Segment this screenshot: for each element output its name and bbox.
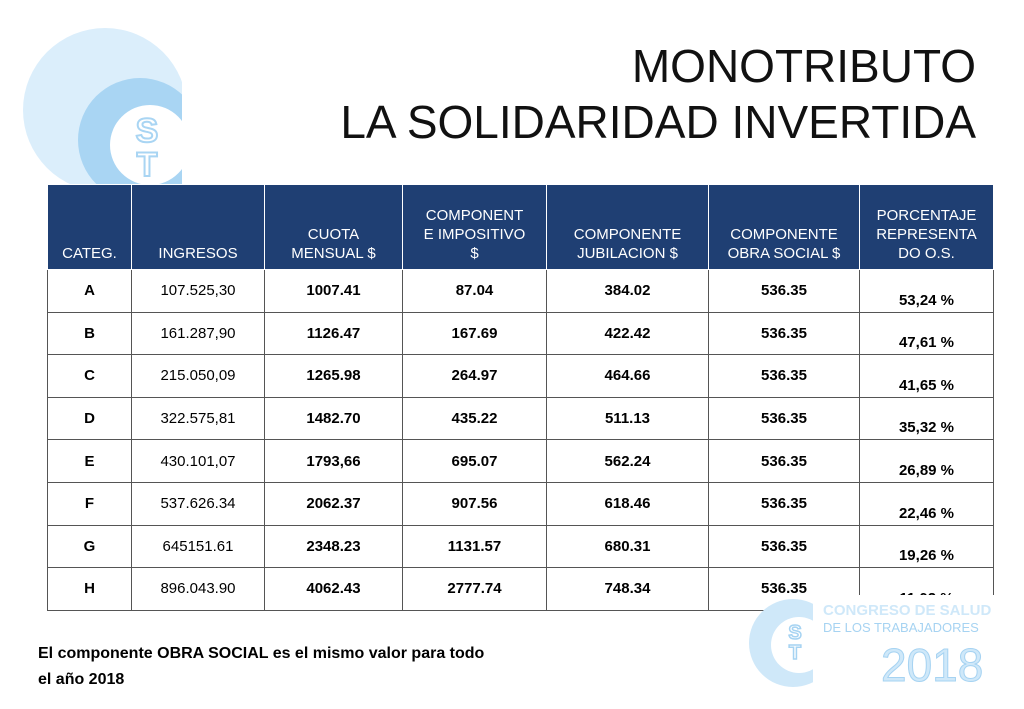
cell-categ: A [48,270,132,313]
cell-jubilacion: 680.31 [547,525,709,568]
logo-small-letter-t: T [788,642,802,664]
table-row [48,312,994,355]
cell-porcentaje: 19,26 % [860,525,994,568]
cell-jubilacion: 511.13 [547,397,709,440]
cell-impositivo: 435.22 [403,397,547,440]
cell-cuota: 2062.37 [265,482,403,525]
table-row [48,482,994,525]
cell-porcentaje: 53,24 % [860,270,994,313]
cell-obra-social: 536.35 [709,270,860,313]
title-line-2: LA SOLIDARIDAD INVERTIDA [340,96,976,148]
cell-impositivo: 695.07 [403,440,547,483]
footnote-line-1: El componente OBRA SOCIAL es el mismo valor para todo [38,645,485,662]
cell-obra-social: 536.35 [709,440,860,483]
congress-year: 2018 [881,639,984,690]
title-line-1: MONOTRIBUTO [631,40,976,92]
header-obra-social: COMPONENTE OBRA SOCIAL $ [709,185,860,270]
cell-ingresos: 161.287,90 [132,312,265,355]
cell-categ: E [48,440,132,483]
logo-congress [745,595,1010,690]
header-categ: CATEG. [48,185,132,270]
header-cuota: CUOTA MENSUAL $ [265,185,403,270]
logo-letter-s: S [135,112,159,150]
cell-obra-social: 536.35 [709,568,860,611]
cell-categ: B [48,312,132,355]
header-impositivo: COMPONENT E IMPOSITIVO $ [403,185,547,270]
cell-ingresos: 107.525,30 [132,270,265,313]
cell-categ: C [48,355,132,398]
cell-ingresos: 430.101,07 [132,440,265,483]
page-title [340,38,976,150]
cell-porcentaje: 41,65 % [860,355,994,398]
cell-categ: F [48,482,132,525]
cell-obra-social: 536.35 [709,312,860,355]
table-row [48,397,994,440]
cell-ingresos: 322.575,81 [132,397,265,440]
table-header-row [48,185,994,270]
congress-line-2: DE LOS TRABAJADORES [823,620,979,635]
table-row [48,525,994,568]
cell-porcentaje: 47,61 % [860,312,994,355]
cell-categ: H [48,568,132,611]
cell-cuota: 1793,66 [265,440,403,483]
cell-porcentaje: 26,89 % [860,440,994,483]
cell-obra-social: 536.35 [709,355,860,398]
cell-impositivo: 907.56 [403,482,547,525]
cell-ingresos: 896.043.90 [132,568,265,611]
cell-obra-social: 536.35 [709,397,860,440]
cell-impositivo: 87.04 [403,270,547,313]
cell-porcentaje: 22,46 % [860,482,994,525]
cell-categ: D [48,397,132,440]
header-ingresos: INGRESOS [132,185,265,270]
cell-ingresos: 645151.61 [132,525,265,568]
header-jubilacion: COMPONENTE JUBILACION $ [547,185,709,270]
table-row [48,440,994,483]
cell-cuota: 1126.47 [265,312,403,355]
cell-obra-social: 536.35 [709,525,860,568]
cell-obra-social: 536.35 [709,482,860,525]
cell-cuota: 4062.43 [265,568,403,611]
table-row [48,355,994,398]
cell-jubilacion: 748.34 [547,568,709,611]
cell-impositivo: 1131.57 [403,525,547,568]
cell-jubilacion: 384.02 [547,270,709,313]
cell-cuota: 1482.70 [265,397,403,440]
cell-ingresos: 215.050,09 [132,355,265,398]
cell-jubilacion: 464.66 [547,355,709,398]
cell-categ: G [48,525,132,568]
logo-top [0,0,200,200]
congress-line-1: CONGRESO DE SALUD [823,602,992,619]
cell-impositivo: 264.97 [403,355,547,398]
cell-impositivo: 167.69 [403,312,547,355]
header-porcentaje: PORCENTAJE REPRESENTA DO O.S. [860,185,994,270]
cell-jubilacion: 562.24 [547,440,709,483]
cell-cuota: 2348.23 [265,525,403,568]
cell-porcentaje: 35,32 % [860,397,994,440]
footnote-line-2: el año 2018 [38,671,125,688]
cell-ingresos: 537.626.34 [132,482,265,525]
footnote [38,641,558,693]
table-row [48,270,994,313]
cell-jubilacion: 618.46 [547,482,709,525]
logo-small-letter-s: S [788,622,802,644]
cell-cuota: 1265.98 [265,355,403,398]
cell-jubilacion: 422.42 [547,312,709,355]
cell-cuota: 1007.41 [265,270,403,313]
cell-impositivo: 2777.74 [403,568,547,611]
logo-letter-t: T [136,146,158,184]
monotributo-table [47,184,994,611]
